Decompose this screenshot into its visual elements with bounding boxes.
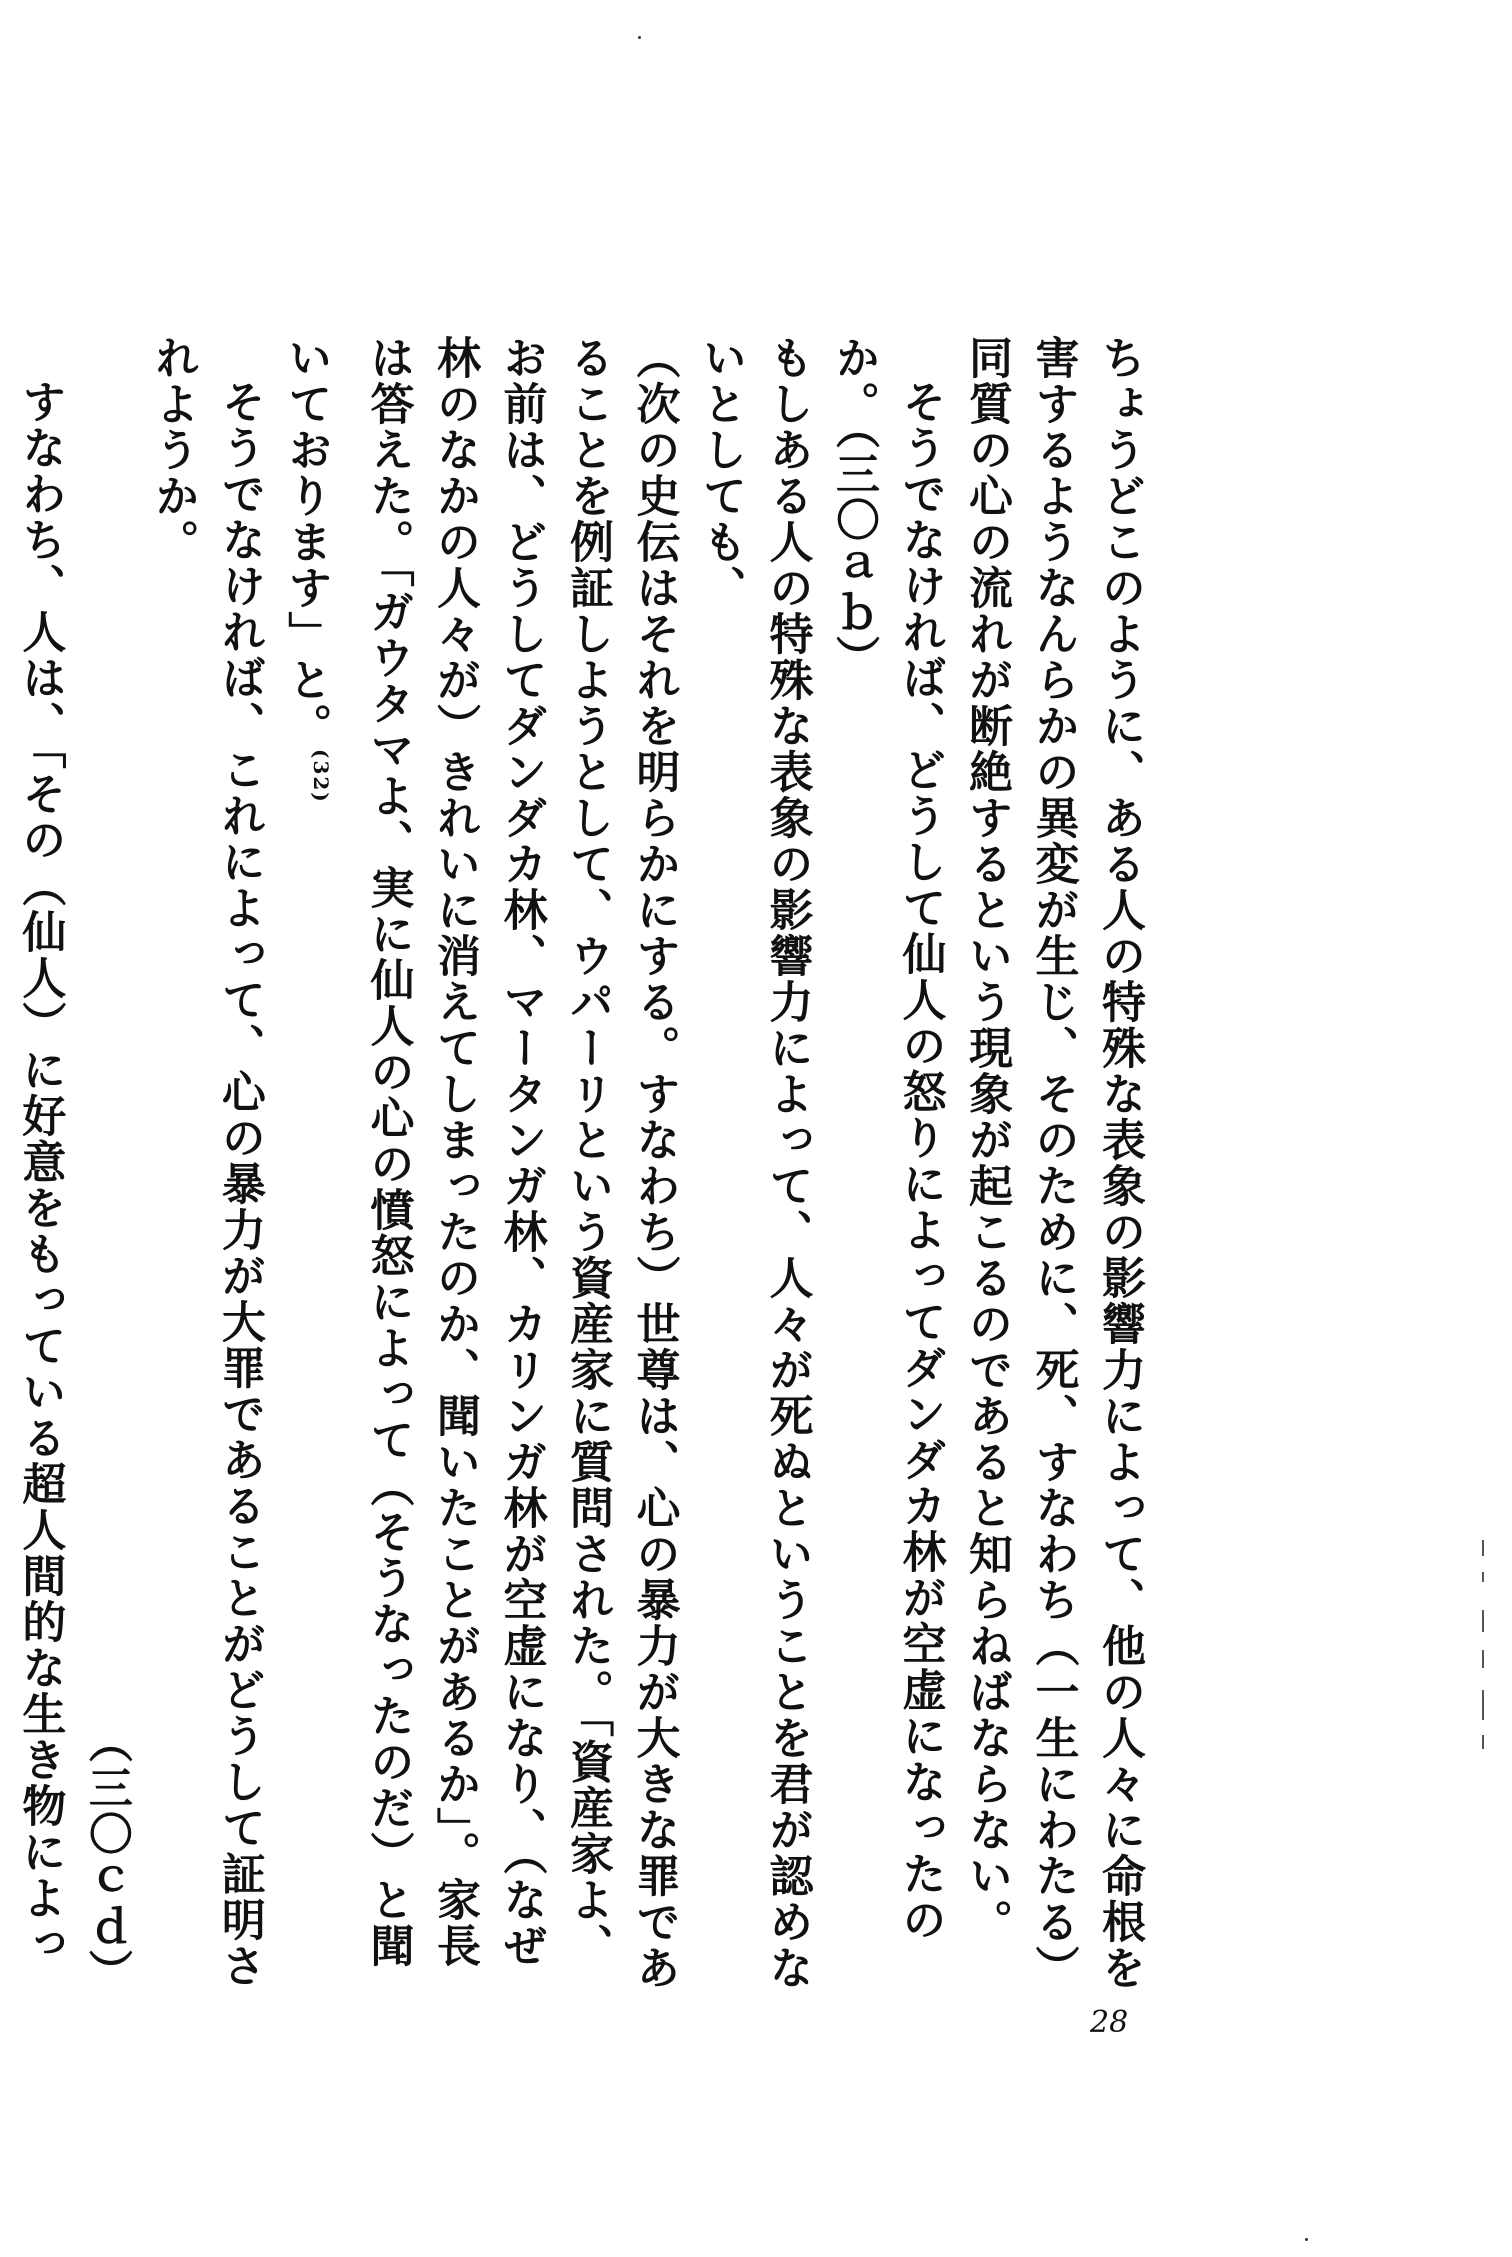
edge-mark xyxy=(1482,1610,1484,1632)
paragraph: そうでなければ、これによって、心の暴力が大罪であることがどうして証明されようか。 xyxy=(147,335,265,1989)
paragraph: もしある人の特殊な表象の影響力によって、人々が死ぬということを君が認めないとしても、 xyxy=(695,335,813,1991)
paragraph: ちょうどこのように、ある人の特殊な表象の影響力によって、他の人々に命根を害するようなんらかの異変が生じ、そのために、死、すなわち（一生にわたる）同質の心の流れが断絶するという現象が起こるのであると知らねばならない。 xyxy=(961,335,1145,1991)
footnote-marker: (32) xyxy=(309,749,333,804)
edge-mark xyxy=(1482,1690,1484,1720)
page-number: 28 xyxy=(1090,2005,1129,2040)
edge-mark xyxy=(1482,1735,1484,1749)
edge-mark xyxy=(1482,1650,1484,1668)
verse-number: （三〇ｃｄ） xyxy=(80,1719,132,1995)
scan-speck xyxy=(638,36,641,39)
scan-speck xyxy=(1305,2238,1308,2241)
edge-mark xyxy=(1482,1572,1484,1582)
body-text xyxy=(14,335,1152,1995)
edge-mark xyxy=(1482,1540,1484,1556)
paragraph xyxy=(272,335,687,1995)
paragraph: すなわち、人は、「その（仙人）に好意をもっている超人間的な生き物によっ xyxy=(14,379,66,1967)
paragraph: そうでなければ、どうして仙人の怒りによってダンダカ林が空虚になったのか。（三〇ａｂ） xyxy=(828,335,946,1943)
paragraph-text: （次の史伝はそれを明らかにする。すなわち）世尊は、心の暴力が大きな罪であることを例証しようとして、ウパーリという資産家に質問された。「資産家よ、お前は、どうしてダンダカ林、マータンガ林、カリンガ林が空虚になり、（なぜ林のなかの人々が）きれいに消えてしまったのか、聞いたことがあるか」。家長は答えた。「ガウタマよ、実に仙人の心の憤怒によって（そうなったのだ）と聞いております」と。 xyxy=(280,335,680,1991)
